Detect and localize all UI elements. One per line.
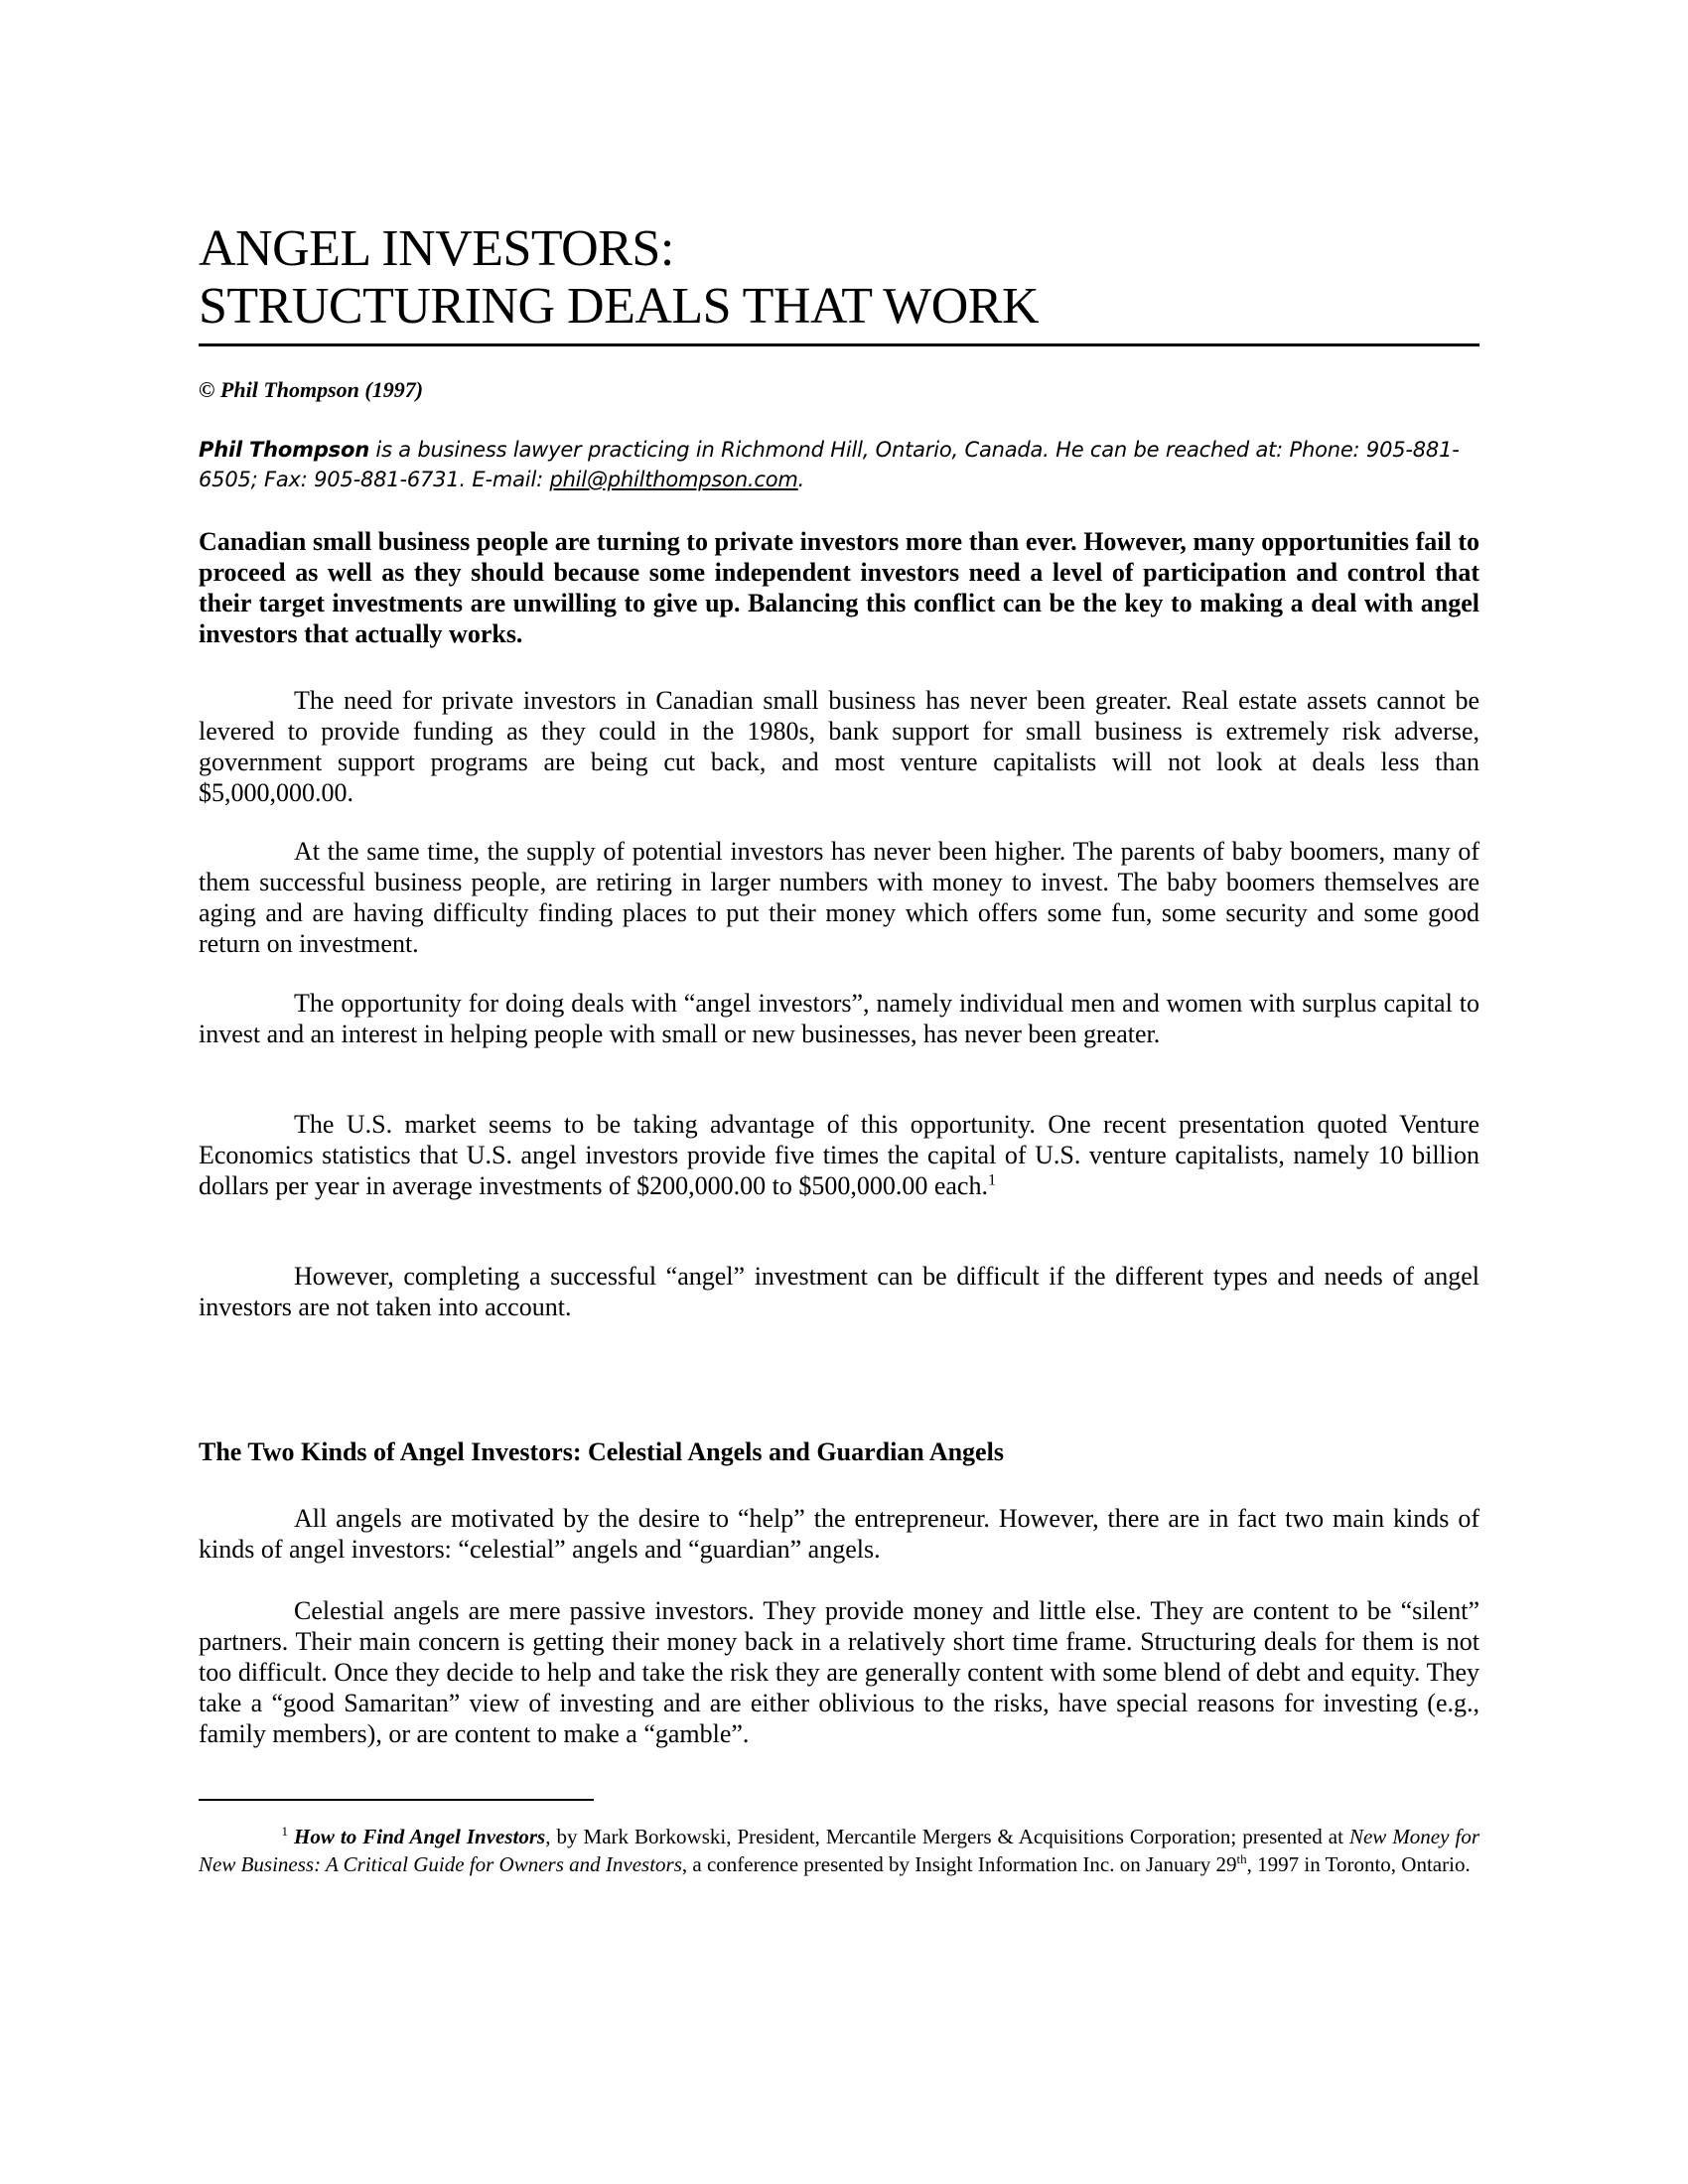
author-bio-text: is a business lawyer practicing in Richmond Hill, Ontario, Canada. He can be reached at: Phone: 905-881-6505; Fax: 905-881-6731. E-mail: [199, 438, 1460, 491]
body-paragraph-2 [199, 836, 1479, 959]
author-bio [199, 435, 1479, 494]
title-divider [199, 343, 1479, 346]
footnote-divider [199, 1799, 594, 1801]
title-line-1: ANGEL INVESTORS: [199, 220, 674, 277]
footnote-text-1: , by Mark Borkowski, President, Mercantile Mergers & Acquisitions Corporation; presented at [545, 1825, 1349, 1848]
section-paragraph-2-text: Celestial angels are mere passive investors. They provide money and little else. They are content to be “silent” partners. Their main concern is getting their money back in a relatively short time frame. Structuring deals for them is not too difficult. Once they decide to help and take the risk they are generally content with some blend of debt and equity. They take a “good Samaritan” view of investing and are either oblivious to the risks, have special reasons for investing (e.g., family members), or are content to make a “gamble”. [199, 1596, 1479, 1748]
lead-paragraph: Canadian small business people are turning to private investors more than ever. However, many opportunities fail to proceed as well as they should because some independent investors need a level of participation and control that their target investments are unwilling to give up. Balancing this conflict can be the key to making a deal with angel investors that actually works. [199, 527, 1479, 648]
document-title [199, 220, 1479, 336]
footnote-date-suffix: th [1236, 1851, 1247, 1866]
author-bio-end: . [797, 468, 805, 491]
body-paragraph-5 [199, 1261, 1479, 1322]
section-paragraph-2 [199, 1595, 1479, 1749]
body-paragraph-3-text: The opportunity for doing deals with “angel investors”, namely individual men and women with surplus capital to invest and an interest in helping people with small or new businesses, has never been greater. [199, 989, 1479, 1048]
section-paragraph-1-text: All angels are motivated by the desire to “help” the entrepreneur. However, there are in fact two main kinds of kinds of angel investors: “celestial” angels and “guardian” angels. [199, 1504, 1479, 1564]
body-paragraph-1 [199, 685, 1479, 808]
section-heading: The Two Kinds of Angel Investors: Celestial Angels and Guardian Angels [199, 1437, 1004, 1466]
author-name: Phil Thompson [199, 438, 369, 462]
body-paragraph-5-text: However, completing a successful “angel” investment can be difficult if the different types and needs of angel investors are not taken into account. [199, 1262, 1479, 1321]
body-paragraph-2-text: At the same time, the supply of potential investors has never been higher. The parents of baby boomers, many of them successful business people, are retiring in larger numbers with money to invest. The baby boomers themselves are aging and are having difficulty finding places to put their money which offers some fun, some security and some good return on investment. [199, 837, 1479, 958]
footnote-title: How to Find Angel Investors [294, 1825, 546, 1848]
footnote-number: 1 [281, 1824, 288, 1839]
title-line-2: STRUCTURING DEALS THAT WORK [199, 278, 1039, 335]
body-paragraph-4 [199, 1109, 1479, 1201]
body-paragraph-3 [199, 988, 1479, 1049]
copyright-line: © Phil Thompson (1997) [199, 377, 424, 402]
body-paragraph-1-text: The need for private investors in Canadian small business has never been greater. Real estate assets cannot be levered to provide funding as they could in the 1980s, bank support for small business is extremely risk adverse, government support programs are being cut back, and most venture capitalists will not look at deals less than $5,000,000.00. [199, 686, 1479, 807]
footnote [199, 1823, 1479, 1878]
footnote-reference[interactable]: 1 [987, 1171, 997, 1189]
section-paragraph-1 [199, 1503, 1479, 1565]
author-email-link[interactable]: phil@philthompson.com [549, 468, 798, 491]
footnote-text-3: , 1997 in Toronto, Ontario. [1246, 1852, 1471, 1876]
body-paragraph-4-text: The U.S. market seems to be taking advantage of this opportunity. One recent presentation quoted Venture Economics statistics that U.S. angel investors provide five times the capital of U.S. venture capitalists, namely 10 billion dollars per year in average investments of $200,000.00 to $500,000.00 each. [199, 1110, 1479, 1200]
footnote-text-2: , a conference presented by Insight Information Inc. on January 29 [681, 1852, 1237, 1876]
footnote-conference: New Money for New Business: A Critical Guide for Owners and Investors [199, 1825, 1479, 1876]
